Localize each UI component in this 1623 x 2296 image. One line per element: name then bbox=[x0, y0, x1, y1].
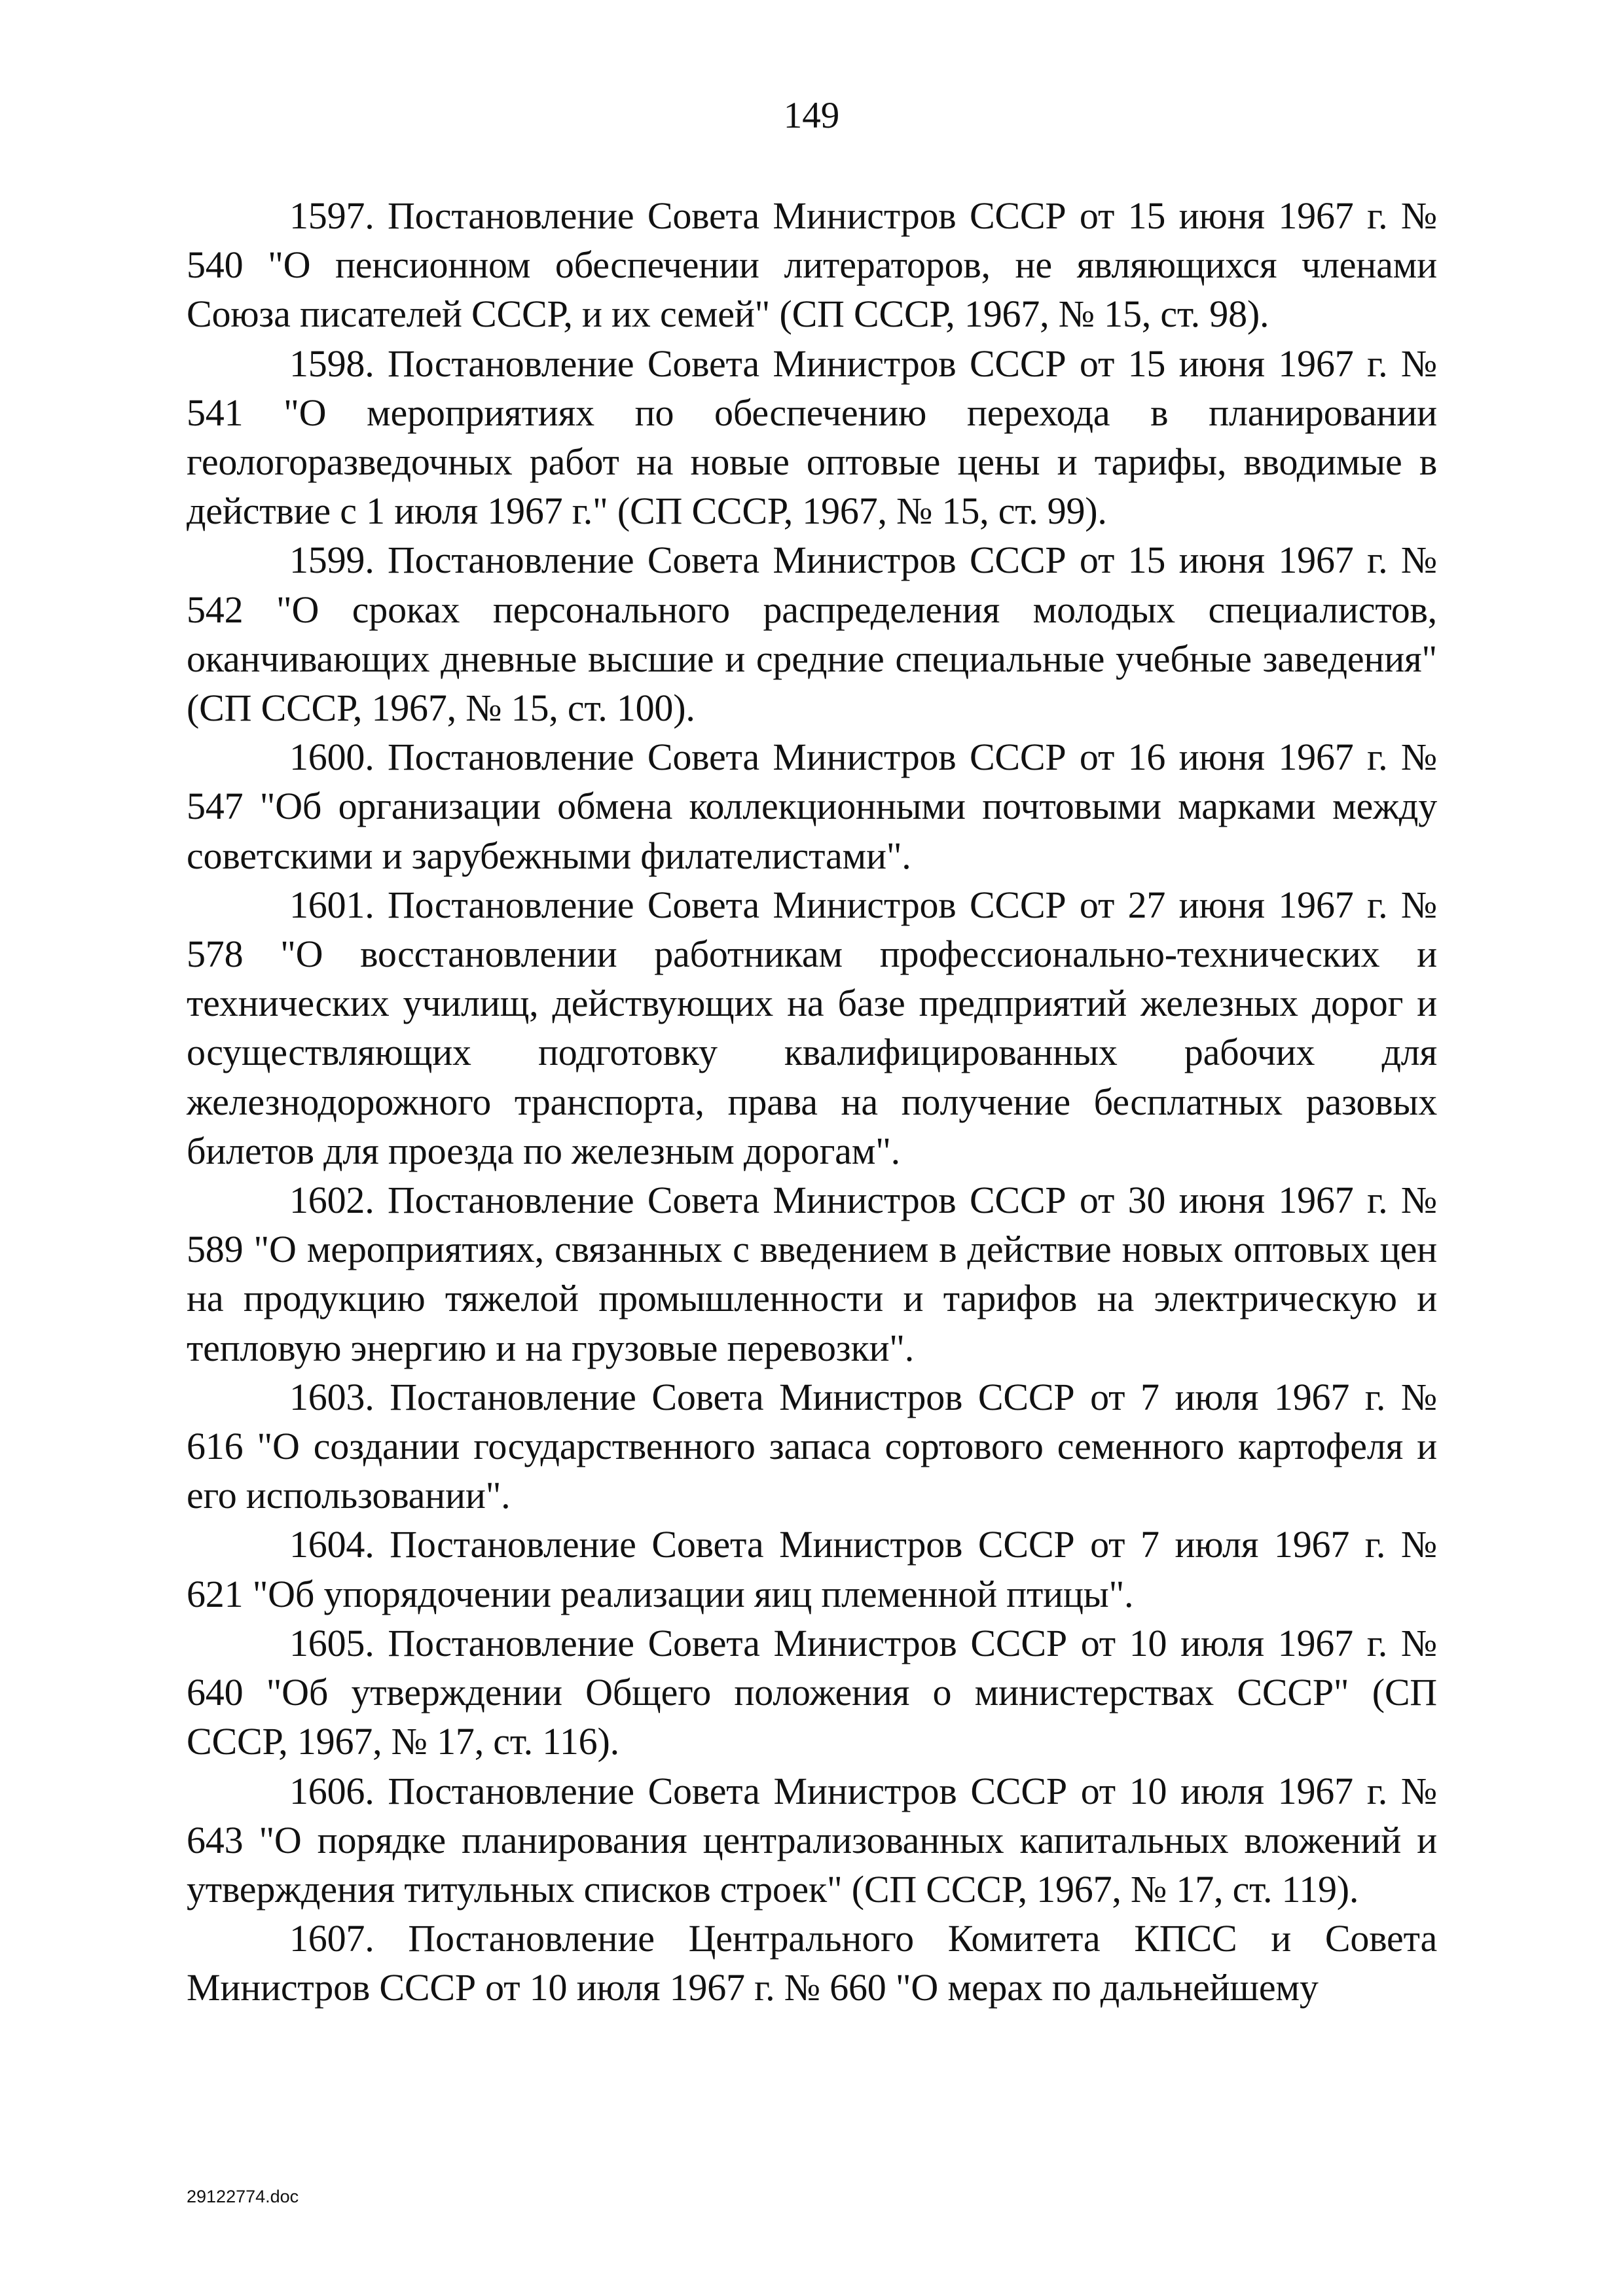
entry-1601: 1601. Постановление Совета Министров СССР от 27 июня 1967 г. № 578 "О восстановлении работникам профессионально-технических и технических училищ, действующих на базе предприятий железных дорог и осуществляющих подготовку квалифицированных рабочих для железнодорожного транспорта, права на получение бесплатных разовых билетов для проезда по железным дорогам". bbox=[187, 883, 1437, 1172]
entry-1598: 1598. Постановление Совета Министров СССР от 15 июня 1967 г. № 541 "О мероприятиях по обеспечению перехода в планировании геологоразведочных работ на новые оптовые цены и тарифы, вводимые в действие с 1 июля 1967 г." (СП СССР, 1967, № 15, ст. 99). bbox=[187, 342, 1437, 533]
footer-file-name: 29122774.doc bbox=[187, 2187, 299, 2206]
entry-1607: 1607. Постановление Центрального Комитета КПСС и Совета Министров СССР от 10 июля 1967 г. № 660 "О мерах по дальнейшему bbox=[187, 1917, 1437, 2009]
entry-1599: 1599. Постановление Совета Министров СССР от 15 июня 1967 г. № 542 "О сроках персонального распределения молодых специалистов, оканчивающих дневные высшие и средние специальные учебные заведения" (СП СССР, 1967, № 15, ст. 100). bbox=[187, 539, 1437, 730]
entry-1606: 1606. Постановление Совета Министров СССР от 10 июля 1967 г. № 643 "О порядке планирования централизованных капитальных вложений и утверждения титульных списков строек" (СП СССР, 1967, № 17, ст. 119). bbox=[187, 1769, 1437, 1910]
entry-1600: 1600. Постановление Совета Министров СССР от 16 июня 1967 г. № 547 "Об организации обмена коллекционными почтовыми марками между советскими и зарубежными филателистами". bbox=[187, 736, 1437, 877]
entry-1604: 1604. Постановление Совета Министров СССР от 7 июля 1967 г. № 621 "Об упорядочении реализации яиц племенной птицы". bbox=[187, 1523, 1437, 1615]
entry-1602: 1602. Постановление Совета Министров СССР от 30 июня 1967 г. № 589 "О мероприятиях, связанных с введением в действие новых оптовых цен на продукцию тяжелой промышленности и тарифов на электрическую и тепловую энергию и на грузовые перевозки". bbox=[187, 1179, 1437, 1369]
document-body bbox=[187, 191, 1437, 2013]
entry-1605: 1605. Постановление Совета Министров СССР от 10 июля 1967 г. № 640 "Об утверждении Общего положения о министерствах СССР" (СП СССР, 1967, № 17, ст. 116). bbox=[187, 1621, 1437, 1763]
page-number: 149 bbox=[783, 95, 840, 136]
entry-1603: 1603. Постановление Совета Министров СССР от 7 июля 1967 г. № 616 "О создании государственного запаса сортового семенного картофеля и его использовании". bbox=[187, 1375, 1437, 1517]
entry-1597: 1597. Постановление Совета Министров СССР от 15 июня 1967 г. № 540 "О пенсионном обеспечении литераторов, не являющихся членами Союза писателей СССР, и их семей" (СП СССР, 1967, № 15, ст. 98). bbox=[187, 194, 1437, 336]
